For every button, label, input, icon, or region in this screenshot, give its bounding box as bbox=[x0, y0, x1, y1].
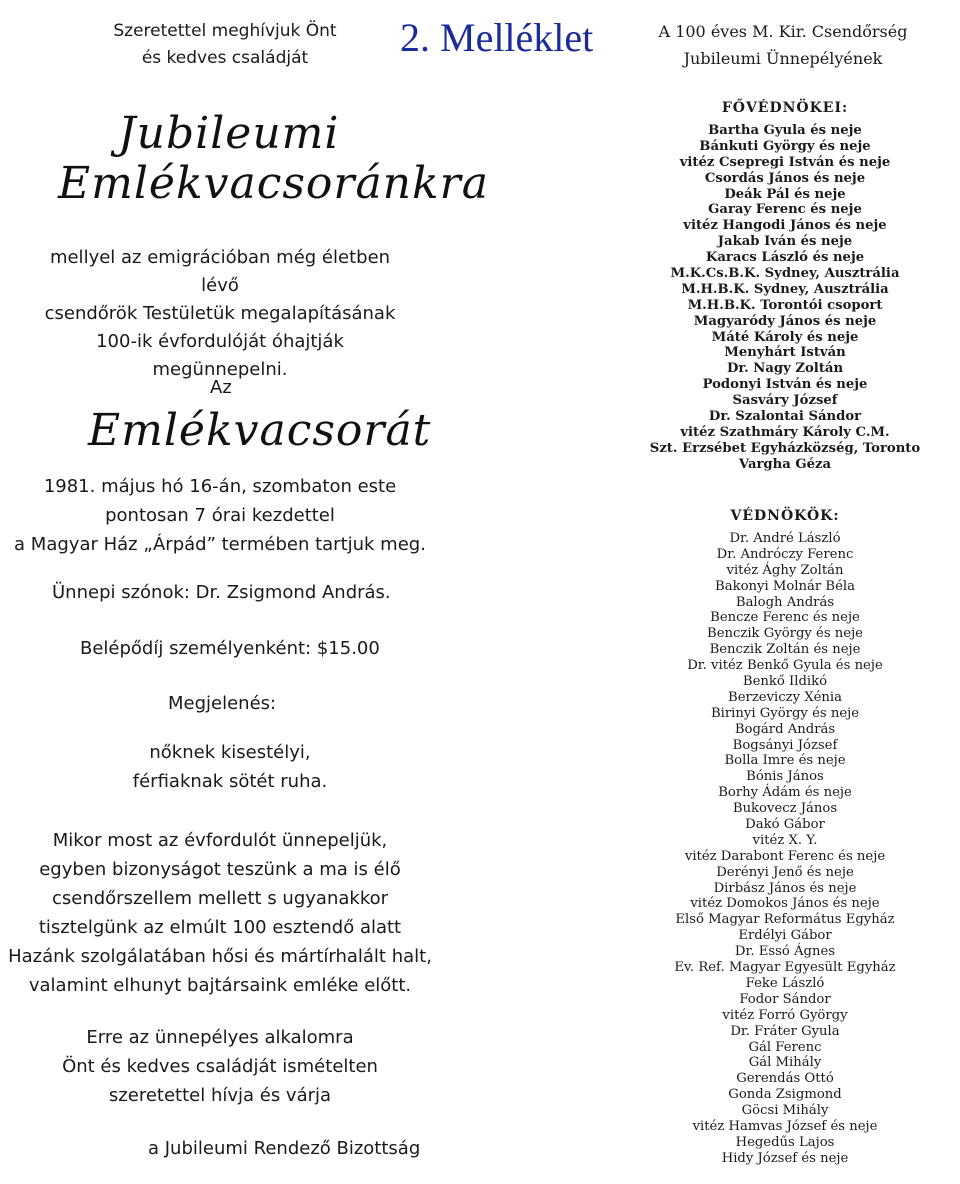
name-entry: Derényi Jenő és neje bbox=[716, 864, 854, 880]
name-entry: Menyhárt István bbox=[724, 345, 846, 361]
committee-signature: a Jubileumi Rendező Bizottság bbox=[148, 1138, 421, 1159]
date-line: 1981. május hó 16-án, szombaton este bbox=[43, 476, 397, 497]
paragraph-line: csendőrök Testületük megalapításának bbox=[44, 303, 396, 324]
name-entry: Bartha Gyula és neje bbox=[708, 123, 862, 138]
paragraph-line: szeretettel hívja és várja bbox=[108, 1085, 332, 1106]
name-entry: M.H.B.K. Torontói csoport bbox=[687, 297, 883, 313]
name-entry: Karacs László és neje bbox=[705, 250, 865, 266]
name-entry: Sasváry József bbox=[732, 393, 838, 409]
patrons-heading: FŐVÉDNÖKEI: bbox=[721, 100, 849, 116]
sponsors-list bbox=[605, 531, 960, 1167]
purpose-paragraph bbox=[30, 244, 410, 384]
name-entry: Podonyi István és neje bbox=[702, 377, 868, 393]
name-entry: Gál Mihály bbox=[748, 1055, 822, 1071]
name-entry: Dr. Andróczy Ferenc bbox=[716, 546, 854, 562]
name-entry: Garay Ferenc és neje bbox=[708, 202, 862, 218]
name-entry: Borhy Ádám és neje bbox=[718, 785, 852, 801]
name-entry: Hidy József és neje bbox=[721, 1150, 849, 1166]
date-line: a Magyar Ház „Árpád” termében tartjuk meg. bbox=[14, 534, 426, 555]
name-entry: Első Magyar Református Egyház bbox=[675, 912, 895, 928]
paragraph-line: csendőrszellem mellett s ugyanakkor bbox=[51, 888, 389, 909]
name-entry: Csordás János és neje bbox=[704, 170, 866, 186]
script-title-emlekvacsorat: Emlékvacsorát bbox=[88, 405, 432, 456]
name-entry: Ev. Ref. Magyar Egyesült Egyház bbox=[674, 960, 896, 976]
closing-paragraph bbox=[0, 1023, 440, 1110]
name-entry: Dr. Fráter Gyula bbox=[730, 1023, 840, 1039]
script-title-jubileumi: Jubileumi bbox=[118, 108, 340, 159]
name-entry: Vargha Géza bbox=[738, 456, 832, 472]
name-entry: Berzeviczy Xénia bbox=[728, 689, 842, 705]
name-entry: vitéz Hangodi János és neje bbox=[683, 218, 887, 234]
header-line: Jubileumi Ünnepélyének bbox=[683, 49, 883, 68]
name-entry: Gerendás Ottó bbox=[736, 1071, 834, 1087]
name-entry: Benczik György és neje bbox=[707, 626, 863, 642]
name-entry: Magyaródy János és neje bbox=[693, 313, 877, 329]
paragraph-line: Hazánk szolgálatában hősi és mártírhalált halt, bbox=[8, 946, 432, 967]
name-entry: vitéz X. Y. bbox=[752, 832, 818, 848]
name-entry: vitéz Forró György bbox=[722, 1007, 848, 1023]
paragraph-line: Mikor most az évfordulót ünnepeljük, bbox=[52, 830, 388, 851]
name-entry: Erdélyi Gábor bbox=[738, 928, 832, 944]
paragraph-line: valamint elhunyt bajtársaink emléke előtt. bbox=[28, 975, 412, 996]
name-entry: Feke László bbox=[745, 975, 825, 991]
name-entry: Bónis János bbox=[746, 769, 824, 785]
name-entry: Bogsányi József bbox=[732, 737, 838, 753]
name-entry: vitéz Ághy Zoltán bbox=[726, 562, 844, 578]
event-date-block bbox=[0, 472, 440, 559]
name-entry: Hegedűs Lajos bbox=[735, 1134, 835, 1150]
name-entry: vitéz Szathmáry Károly C.M. bbox=[680, 424, 890, 440]
name-entry: Fodor Sándor bbox=[739, 991, 831, 1007]
patrons-list bbox=[605, 123, 960, 473]
name-entry: M.K.Cs.B.K. Sydney, Ausztrália bbox=[670, 266, 900, 282]
name-entry: Szt. Erzsébet Egyházközség, Toronto bbox=[649, 440, 921, 456]
name-entry: Gál Ferenc bbox=[748, 1039, 822, 1055]
name-entry: Bakonyi Molnár Béla bbox=[715, 578, 855, 594]
tribute-paragraph bbox=[0, 826, 440, 1000]
greeting-line: Szeretettel meghívjuk Önt bbox=[113, 21, 337, 41]
name-entry: Dr. Essó Ágnes bbox=[734, 944, 836, 960]
name-entry: Máté Károly és neje bbox=[711, 329, 859, 345]
name-entry: M.H.B.K. Sydney, Ausztrália bbox=[681, 281, 889, 297]
name-entry: Dakó Gábor bbox=[745, 817, 825, 833]
dress-code-heading: Megjelenés: bbox=[168, 693, 277, 714]
paragraph-line: 100-ik évfordulóját óhajtják megünnepelni. bbox=[96, 331, 344, 380]
script-title-emlekvacsorankra: Emlékvacsoránkra bbox=[58, 158, 489, 209]
name-entry: Bencze Ferenc és neje bbox=[710, 610, 860, 626]
name-entry: vitéz Csepregi István és neje bbox=[679, 154, 891, 170]
name-entry: Dr. Nagy Zoltán bbox=[726, 361, 844, 377]
name-entry: Jakab Iván és neje bbox=[717, 234, 853, 250]
name-entry: Dr. Szalontai Sándor bbox=[708, 409, 862, 425]
dress-line: férfiaknak sötét ruha. bbox=[132, 771, 328, 792]
name-entry: Benkő Ildikó bbox=[742, 674, 828, 690]
date-line: pontosan 7 órai kezdettel bbox=[105, 505, 335, 526]
name-entry: Dr. André László bbox=[729, 531, 841, 546]
paragraph-line: egyben bizonyságot teszünk a ma is élő bbox=[39, 859, 401, 880]
paragraph-line: tisztelgünk az elmúlt 100 esztendő alatt bbox=[38, 917, 402, 938]
name-entry: Dirbász János és neje bbox=[713, 880, 857, 896]
sponsors-heading: VÉDNÖKÖK: bbox=[730, 508, 840, 524]
name-entry: Göcsi Mihály bbox=[741, 1103, 829, 1119]
name-entry: Bogárd András bbox=[734, 721, 836, 737]
paragraph-line: Önt és kedves családját ismételten bbox=[62, 1056, 378, 1077]
jubilee-header bbox=[638, 18, 928, 72]
speaker-line: Ünnepi szónok: Dr. Zsigmond András. bbox=[52, 582, 391, 603]
invitation-greeting bbox=[95, 18, 355, 72]
name-entry: Bukovecz János bbox=[732, 801, 838, 817]
name-entry: vitéz Darabont Ferenc és neje bbox=[684, 848, 886, 864]
az-word: Az bbox=[210, 377, 232, 398]
name-entry: Dr. vitéz Benkő Gyula és neje bbox=[687, 658, 883, 674]
appendix-title: 2. Melléklet bbox=[400, 15, 594, 60]
entry-fee-line: Belépődíj személyenként: $15.00 bbox=[80, 638, 380, 659]
dress-line: nőknek kisestélyi, bbox=[149, 742, 311, 763]
name-entry: Birinyi György és neje bbox=[710, 705, 860, 721]
name-entry: Benczik Zoltán és neje bbox=[709, 642, 861, 658]
name-entry: Bánkuti György és neje bbox=[699, 138, 871, 154]
paragraph-line: mellyel az emigrációban még életben lévő bbox=[49, 247, 391, 296]
greeting-line: és kedves családját bbox=[141, 48, 309, 68]
header-line: A 100 éves M. Kir. Csendőrség bbox=[658, 22, 908, 41]
name-entry: Balogh András bbox=[735, 594, 835, 610]
name-entry: vitéz Hamvas József és neje bbox=[692, 1118, 878, 1134]
name-entry: vitéz Domokos János és neje bbox=[690, 896, 880, 912]
name-entry: Gonda Zsigmond bbox=[728, 1087, 842, 1103]
name-entry: Deák Pál és neje bbox=[724, 186, 846, 202]
name-entry: Bolla Imre és neje bbox=[724, 753, 846, 769]
paragraph-line: Erre az ünnepélyes alkalomra bbox=[86, 1027, 354, 1048]
dress-code-block bbox=[10, 738, 450, 796]
